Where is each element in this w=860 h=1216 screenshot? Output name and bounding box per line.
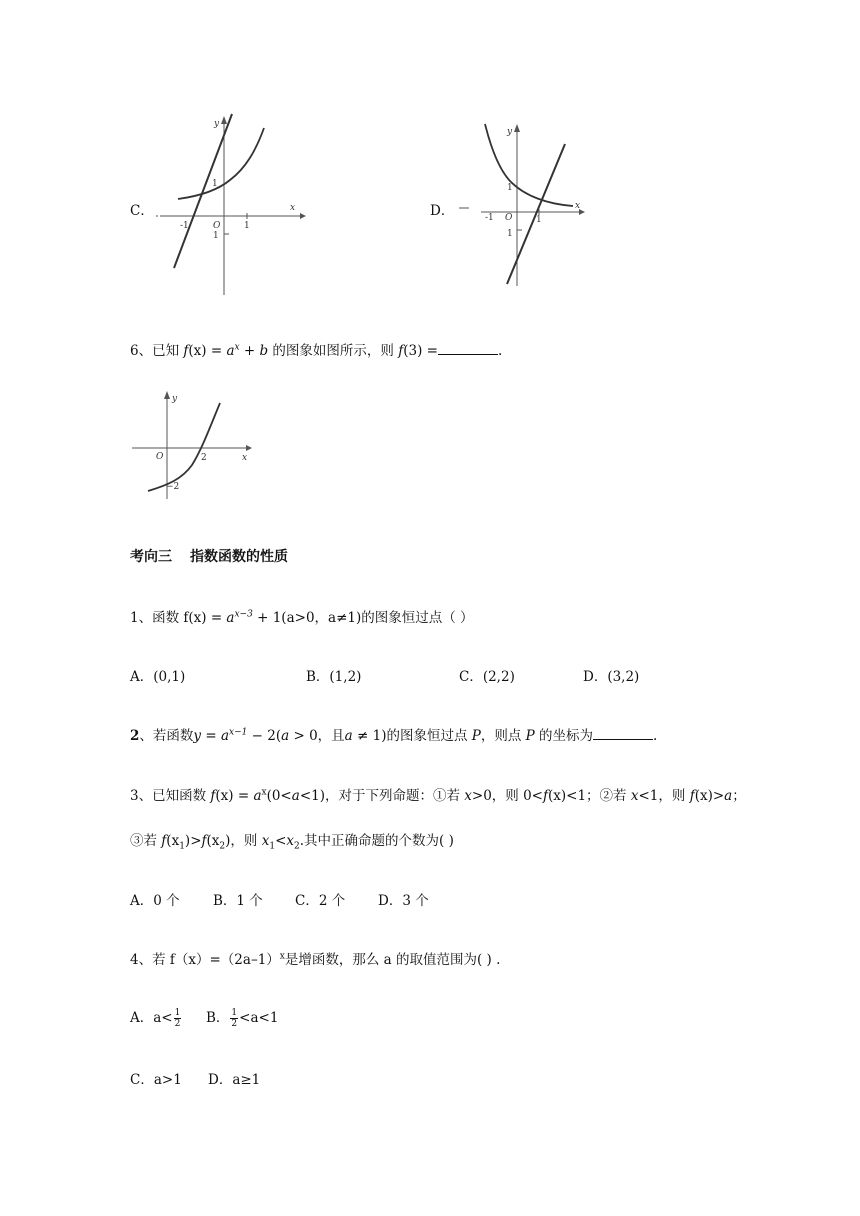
- d-x-neg-one-label: -1: [485, 213, 494, 223]
- question-4: 4、若 $f(x)=(2a-1)^x$是增函数，那么 a 的取值范围为( ) .: [130, 951, 501, 968]
- fraction-one-half: $\frac{1}{2}$: [174, 1008, 181, 1029]
- q3-option-c[interactable]: C．2 个: [295, 893, 346, 909]
- section-title: 指数函数的性质: [190, 549, 288, 565]
- q3-option-a[interactable]: A．0 个: [130, 893, 180, 909]
- q4-option-a[interactable]: A．a< $\frac{1}{2}$: [130, 1008, 181, 1029]
- q4-option-c[interactable]: C．a>1: [130, 1072, 182, 1088]
- d-x-one-label: 1: [536, 215, 542, 225]
- answer-blank: [438, 342, 498, 355]
- question-6: 6、已知 $f(x) = a^x + b$ 的图象如图所示，则 f(3) = .: [130, 342, 503, 359]
- q6-y-label: y: [172, 394, 178, 404]
- d-y-label: y: [507, 127, 513, 137]
- answer-blank: [593, 727, 653, 740]
- q3-option-b[interactable]: B．1 个: [213, 893, 263, 909]
- c-y-label: y: [214, 119, 220, 129]
- d-y-neg-one-label: 1: [507, 229, 513, 239]
- q1-option-d[interactable]: D．(3,2): [583, 669, 640, 685]
- question-3-line-1: 3、已知函数 $f(x) = a^x(0<a<1)$，对于下列命题：①若 x>0，则 0<f(x)<1；②若 x<1，则 f(x)>a；: [130, 787, 746, 804]
- section-number: 考向三: [130, 549, 172, 565]
- c-x-neg-one-label: -1: [180, 221, 189, 231]
- c-x-one-label: 1: [244, 221, 250, 231]
- option-d-label: D．: [430, 203, 455, 219]
- fraction-one-half: $\frac{1}{2}$: [231, 1008, 238, 1029]
- option-c-label: C．: [130, 203, 154, 219]
- section-heading: [130, 546, 288, 566]
- c-y-one-label: 1: [212, 179, 218, 189]
- q1-option-a[interactable]: A．(0,1): [130, 669, 186, 685]
- graph-option-c: [150, 110, 310, 300]
- graph-question-6: [128, 385, 258, 505]
- q6-x-label: x: [242, 453, 248, 463]
- q6-x-tick-label: 2: [201, 453, 207, 463]
- graph-option-d: [455, 118, 595, 290]
- c-origin-label: O: [213, 221, 221, 231]
- q4-option-d[interactable]: D．a≥1: [208, 1072, 261, 1088]
- q6-y-tick-label: −2: [166, 482, 180, 492]
- q1-option-b[interactable]: B．(1,2): [306, 669, 362, 685]
- question-3-line-2: ③若 $f(x_1)>f(x_2)$，则 $x_1<x_2$.其中正确命题的个数为( ): [130, 833, 454, 852]
- d-origin-label: O: [505, 213, 513, 223]
- q3-option-d[interactable]: D．3 个: [378, 893, 429, 909]
- question-2: 2、若函数$y = a^{x-1} - 2(a > 0$，且a ≠ 1)的图象恒过点 P，则点 P 的坐标为 .: [130, 727, 658, 744]
- d-x-label: x: [575, 201, 581, 211]
- c-x-label: x: [290, 203, 296, 213]
- c-y-neg-one-label: 1: [213, 231, 219, 241]
- d-y-one-label: 1: [507, 183, 513, 193]
- q4-option-b[interactable]: B． $\frac{1}{2}$ <a<1: [206, 1008, 279, 1029]
- question-1: 1、函数 $f(x) = a^{x-3} + 1(a>0$，a≠1)的图象恒过点（ ）: [130, 609, 474, 626]
- q6-origin-label: O: [156, 452, 164, 462]
- q1-option-c[interactable]: C．(2,2): [459, 669, 515, 685]
